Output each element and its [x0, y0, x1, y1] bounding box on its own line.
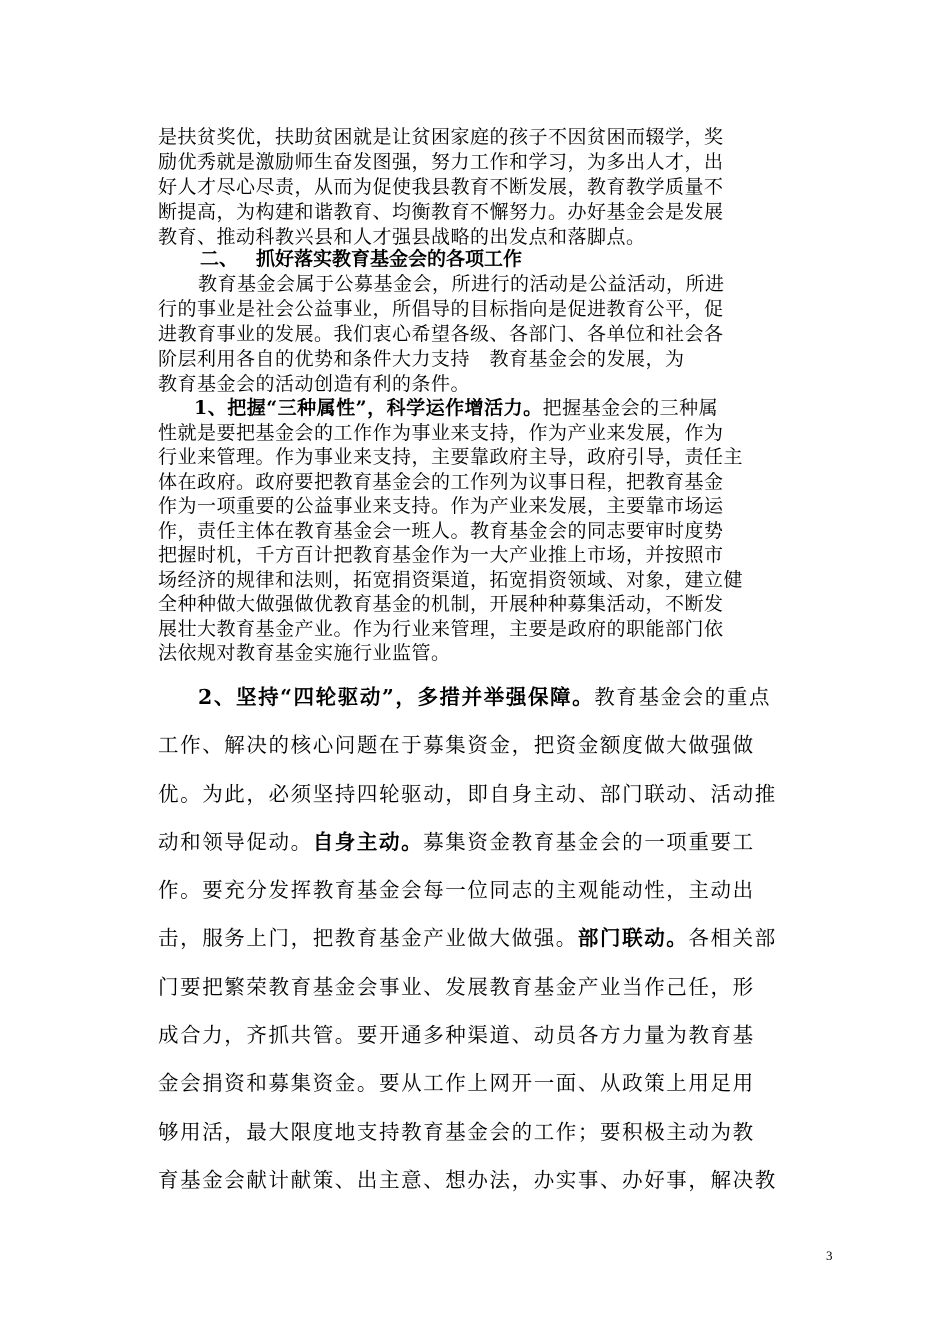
text-line: 成合力，齐抓共管。要开通多种渠道、动员各方力量为教育基 — [158, 1023, 755, 1048]
text-line: 金会捐资和募集资金。要从工作上网开一面、从政策上用足用 — [158, 1071, 755, 1096]
text-line — [158, 396, 838, 421]
text-line: 场经济的规律和法则，拓宽捐资渠道，拓宽捐资领域、对象，建立健 — [158, 568, 744, 591]
text-line: 进教育事业的发展。我们衷心希望各级、各部门、各单位和社会各 — [158, 323, 724, 345]
text-line: 育基金会献计献策、出主意、想办法，办实事、办好事，解决教 — [158, 1167, 777, 1192]
section-number: 二、 — [200, 248, 239, 270]
paragraph-intro-end — [158, 125, 838, 250]
text-line — [158, 818, 838, 866]
text-line: 工作、解决的核心问题在于募集资金，把资金额度做大做强做 — [158, 733, 755, 758]
department-linkage-label: 部门联动。 — [577, 926, 689, 951]
text-line: 是扶贫奖优，扶助贫困就是让贫困家庭的孩子不因贫困而辍学，奖 — [158, 126, 724, 148]
text-line: 行的事业是社会公益事业，所倡导的目标指向是促进教育公平，促 — [158, 298, 724, 320]
self-initiative-label: 自身主动。 — [312, 829, 424, 854]
text-line: 教育基金会的活动创造有利的条件。 — [158, 373, 471, 395]
section-heading — [200, 247, 522, 272]
text-line: 体在政府。政府要把教育基金会的工作列为议事日程，把教育基金 — [158, 470, 724, 493]
text-line: 全种种做大做强做优教育基金的机制，开展种种募集活动，不断发 — [158, 593, 724, 615]
text-line: 励优秀就是激励师生奋发图强，努力工作和学习，为多出人才，出 — [158, 151, 724, 173]
text-line: 阶层利用各自的优势和条件大力支持 教育基金会的发展，为 — [158, 348, 685, 370]
text-line: 把握时机，千方百计把教育基金作为一大产业推上市场，并按照市 — [158, 544, 724, 566]
text-line — [158, 673, 838, 721]
paragraph-section2 — [158, 272, 838, 397]
text-line: 作为一项重要的公益事业来支持。作为产业来发展，主要靠市场运 — [158, 495, 724, 517]
section-title: 抓好落实教育基金会的各项工作 — [256, 248, 523, 270]
paragraph-point1 — [158, 396, 838, 666]
text-span: 动和领导促动。 — [158, 829, 313, 854]
text-line: 性就是要把基金会的工作作为事业来支持，作为产业来发展，作为 — [158, 421, 724, 444]
text-line: 作，责任主体在教育基金会一班人。教育基金会的同志要审时度势 — [158, 519, 724, 542]
text-span: 击，服务上门，把教育基金产业做大做强。 — [158, 926, 578, 951]
text-line: 展壮大教育基金产业。作为行业来管理，主要是政府的职能部门依 — [158, 617, 724, 640]
text-line: 行业来管理。作为事业来支持，主要靠政府主导，政府引导，责任主 — [158, 446, 744, 468]
text-line: 门要把繁荣教育基金会事业、发展教育基金产业当作己任，形 — [158, 974, 755, 999]
text-line: 优。为此，必须坚持四轮驱动，即自身主动、部门联动、活动推 — [158, 781, 777, 806]
text-line: 好人才尽心尽责，从而为促使我县教育不断发展，教育教学质量不 — [158, 176, 724, 198]
text-span: 各相关部 — [688, 926, 777, 951]
text-line: 教育、推动科教兴县和人才强县战略的出发点和落脚点。 — [158, 226, 646, 248]
point2-lead: 2、坚持“四轮驱动”，多措并举强保障。 — [198, 685, 595, 709]
text-line: 作。要充分发挥教育基金会每一位同志的主观能动性，主动出 — [158, 878, 755, 903]
point2-lead-rest: 教育基金会的重点 — [594, 685, 772, 709]
text-line: 教育基金会属于公募基金会，所进行的活动是公益活动，所进 — [198, 273, 725, 295]
page-number: 3 — [826, 1248, 833, 1263]
paragraph-point2 — [158, 673, 838, 1204]
text-line — [158, 914, 838, 962]
point1-lead-rest: 把握基金会的三种属 — [542, 397, 719, 419]
text-line: 够用活，最大限度地支持教育基金会的工作；要积极主动为教 — [158, 1119, 755, 1144]
point1-lead: 1、把握“三种属性”，科学运作增活力。 — [194, 397, 543, 419]
text-line: 断提高，为构建和谐教育、均衡教育不懈努力。办好基金会是发展 — [158, 201, 724, 223]
text-span: 募集资金教育基金会的一项重要工 — [423, 829, 755, 854]
text-line: 法依规对教育基金实施行业监管。 — [158, 642, 451, 664]
